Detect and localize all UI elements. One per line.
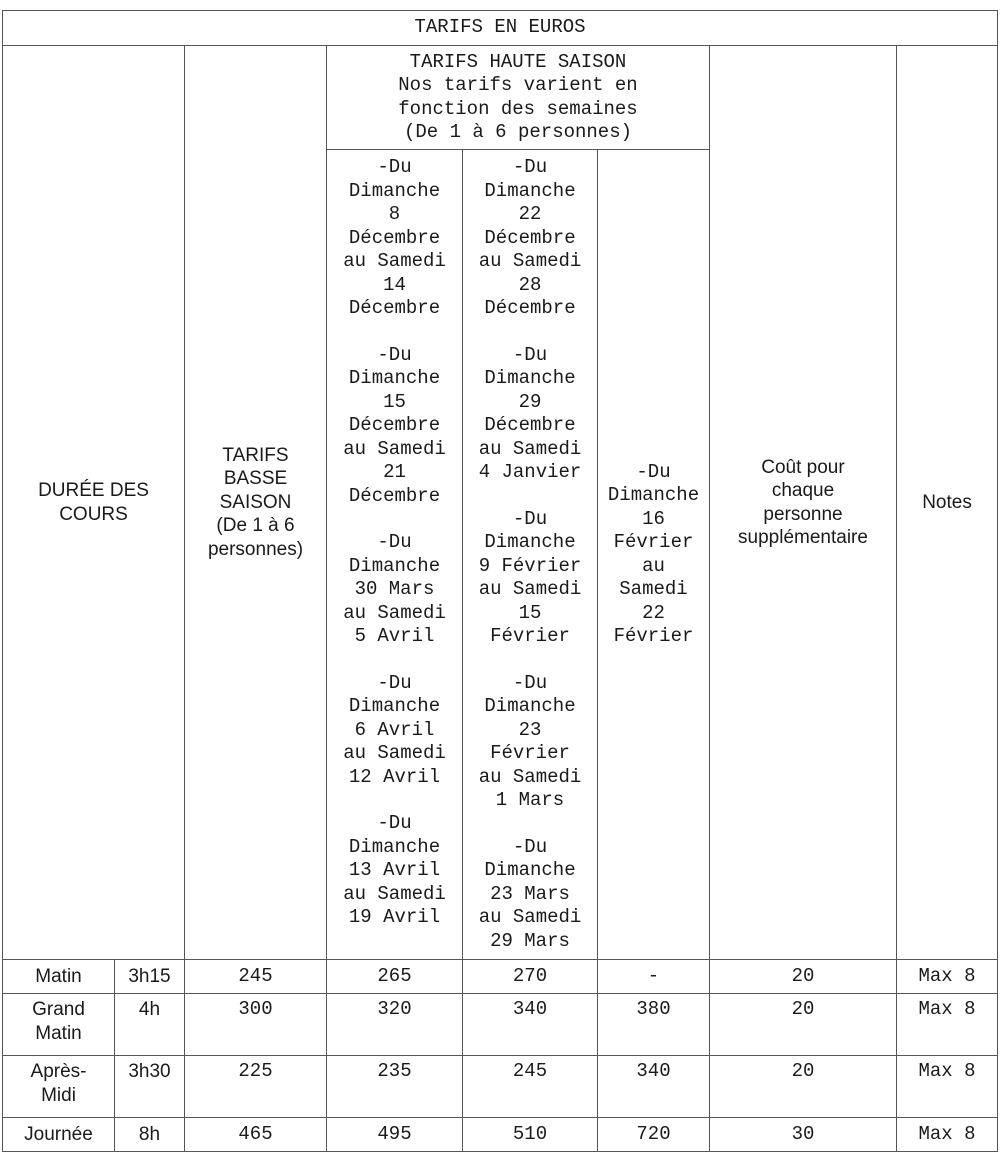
extra-person-price: 30	[710, 1118, 897, 1152]
table-row	[3, 960, 998, 994]
period-item: -Du Dimanche 13 Avril au Samedi 19 Avril	[343, 812, 446, 928]
low-season-price: 245	[185, 960, 327, 994]
period-3-price: 720	[598, 1118, 710, 1152]
period-2-price: 270	[463, 960, 598, 994]
pricing-table	[2, 10, 998, 1152]
period-2-price: 510	[463, 1118, 598, 1152]
period-1-price: 320	[327, 994, 463, 1056]
course-label: Matin	[3, 960, 115, 994]
notes-value: Max 8	[897, 1056, 998, 1118]
period-2-price: 245	[463, 1056, 598, 1118]
period-item: -Du Dimanche 15 Décembre au Samedi 21 Décembre	[343, 343, 446, 507]
period-3-price: -	[598, 960, 710, 994]
extra-person-header: Coût pour chaque personne supplémentaire	[710, 46, 897, 960]
extra-person-price: 20	[710, 1056, 897, 1118]
period-column-2	[463, 150, 598, 960]
table-title: TARIFS EN EUROS	[3, 11, 998, 46]
period-1-price: 235	[327, 1056, 463, 1118]
period-item: -Du Dimanche 23 Février au Samedi 1 Mars	[478, 671, 582, 811]
notes-value: Max 8	[897, 994, 998, 1056]
period-1-price: 495	[327, 1118, 463, 1152]
table-row	[3, 1056, 998, 1118]
period-item: -Du Dimanche 9 Février au Samedi 15 Février	[478, 507, 582, 647]
low-season-header: TARIFS BASSE SAISON (De 1 à 6 personnes)	[185, 46, 327, 960]
period-item: -Du Dimanche 30 Mars au Samedi 5 Avril	[343, 531, 446, 647]
extra-person-price: 20	[710, 960, 897, 994]
low-season-price: 225	[185, 1056, 327, 1118]
period-column-3	[598, 150, 710, 960]
table-row	[3, 1118, 998, 1152]
period-item: -Du Dimanche 16 Février au Samedi 22 Février	[607, 460, 700, 647]
course-duration: 8h	[115, 1118, 185, 1152]
period-3-price: 340	[598, 1056, 710, 1118]
course-duration: 4h	[115, 994, 185, 1056]
period-item: -Du Dimanche 23 Mars au Samedi 29 Mars	[478, 835, 582, 952]
low-season-price: 465	[185, 1118, 327, 1152]
notes-value: Max 8	[897, 1118, 998, 1152]
course-label: Après- Midi	[3, 1056, 115, 1118]
period-1-price: 265	[327, 960, 463, 994]
duration-header: DURÉE DES COURS	[3, 46, 185, 960]
course-duration: 3h15	[115, 960, 185, 994]
notes-header: Notes	[897, 46, 998, 960]
period-item: -Du Dimanche 6 Avril au Samedi 12 Avril	[343, 671, 446, 788]
notes-value: Max 8	[897, 960, 998, 994]
course-label: Journée	[3, 1118, 115, 1152]
course-duration: 3h30	[115, 1056, 185, 1118]
period-3-price: 380	[598, 994, 710, 1056]
table-row	[3, 994, 998, 1056]
extra-person-price: 20	[710, 994, 897, 1056]
high-season-header: TARIFS HAUTE SAISON Nos tarifs varient en fonction des semaines (De 1 à 6 personnes)	[327, 46, 710, 150]
period-2-price: 340	[463, 994, 598, 1056]
period-item: -Du Dimanche 29 Décembre au Samedi 4 Janvier	[478, 343, 582, 483]
period-item: -Du Dimanche 22 Décembre au Samedi 28 Décembre	[478, 156, 582, 319]
low-season-price: 300	[185, 994, 327, 1056]
period-item: -Du Dimanche 8 Décembre au Samedi 14 Décembre	[343, 156, 446, 319]
period-column-1	[327, 150, 463, 960]
course-label: Grand Matin	[3, 994, 115, 1056]
